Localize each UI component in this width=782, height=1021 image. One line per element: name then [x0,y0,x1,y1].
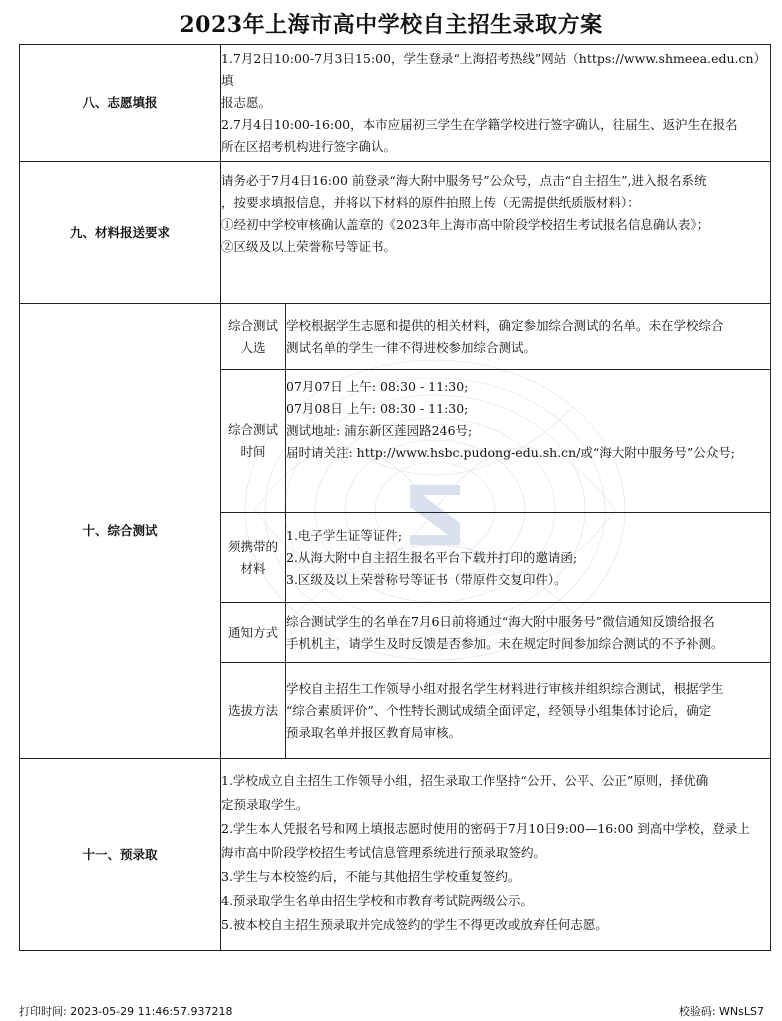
section-11-line: 海市高中阶段学校招生考试信息管理系统进行预录取签约。 [221,845,547,860]
subcontent-line: 07月07日 上午: 08:30 - 11:30; [286,379,469,394]
subcontent-line: 预录取名单并报区教育局审核。 [286,724,462,740]
section-9-label: 九、材料报送要求 [20,162,221,304]
section-11-label: 十一、预录取 [20,759,221,951]
subcontent-line: 测试名单的学生一律不得进校参加综合测试。 [286,339,537,355]
subcontent-line: “综合素质评价”、个性特长测试成绩全面评定，经领导小组集体讨论后，确定 [286,702,712,718]
section-11-line: 4.预录取学生名单由招生学校和市教育考试院两级公示。 [221,893,533,908]
section-10-subcontent [286,603,771,663]
section-10-subcontent [286,513,771,603]
section-10-subcontent [286,663,771,759]
verify-code: 校验码: WNsLS7 [678,1005,764,1018]
section-11-line: 2.学生本人凭报名号和网上填报志愿时使用的密码于7月10日9:00—16:00 到高中学校，登录上 [221,821,750,836]
section-8-content [221,45,771,162]
subcontent-line: 测试地址: 浦东新区莲园路246号; [286,423,473,438]
sublabel-line: 人选 [240,339,266,355]
section-10-subcontent [286,370,771,513]
section-9-row [20,162,771,304]
sublabel-line: 材料 [240,560,266,576]
section-10-sublabel [221,603,286,663]
section-10-sublabel [221,513,286,603]
document-title: 2023年上海市高中学校自主招生录取方案 [179,12,603,38]
subcontent-line: 1.电子学生证等证件; [286,527,403,543]
section-8-line: 报志愿。 [221,95,272,110]
subcontent-line: 3.区级及以上荣誉称号等证书（带原件交复印件）。 [286,571,567,587]
sublabel-line: 须携带的 [227,538,278,554]
section-8-line: 2.7月4日10:00-16:00，本市应届初三学生在学籍学校进行签字确认，往届生、返沪生在报名 [221,117,738,132]
section-10-label: 十、综合测试 [20,304,221,759]
subcontent-line: 手机机主，请学生及时反馈是否参加。未在规定时间参加综合测试的不予补测。 [286,635,724,651]
section-11-line: 5.被本校自主招生预录取并完成签约的学生不得更改或放弃任何志愿。 [221,917,608,932]
section-8-line: 所在区招考机构进行签字确认。 [221,139,397,154]
print-time: 打印时间: 2023-05-29 11:46:57.937218 [19,1005,233,1018]
subcontent-line: 07月08日 上午: 08:30 - 11:30; [286,401,469,416]
section-8-label: 八、志愿填报 [20,45,221,162]
sublabel-line: 通知方式 [227,624,278,640]
subcontent-line: 综合测试学生的名单在7月6日前将通过“海大附中服务号”微信通知反馈给报名 [286,613,715,629]
sublabel-line: 选拔方法 [227,702,278,718]
section-11-line: 3.学生与本校签约后，不能与其他招生学校重复签约。 [221,869,521,884]
section-9-content [221,162,771,304]
section-9-line: ，按要求填报信息，并将以下材料的原件拍照上传（无需提供纸质版材料）： [221,195,640,210]
section-11-line: 定预录取学生。 [221,797,309,812]
admission-plan-table [19,44,771,951]
section-8-row [20,45,771,162]
section-10-sublabel [221,663,286,759]
section-11-content [221,759,771,951]
sublabel-line: 综合测试 [227,422,278,437]
sublabel-line: 综合测试 [227,317,278,333]
subcontent-line: 学校自主招生工作领导小组对报名学生材料进行审核并组织综合测试，根据学生 [286,680,724,696]
section-9-line: ①经初中学校审核确认盖章的《2023年上海市高中阶段学校招生考试报名信息确认表》； [221,217,710,232]
section-11-line: 1.学校成立自主招生工作领导小组，招生录取工作坚持“公开、公平、公正”原则，择优确 [221,773,709,788]
section-10-subcontent [286,304,771,370]
subcontent-line: 2.从海大附中自主招生报名平台下载并打印的邀请函; [286,549,578,565]
section-9-line: ②区级及以上荣誉称号等证书。 [221,239,397,254]
section-11-row [20,759,771,951]
section-9-line: 请务必于7月4日16:00 前登录“海大附中服务号”公众号，点击“自主招生”,进入报名系统 [221,173,707,188]
section-8-line: 1.7月2日10:00-7月3日15:00，学生登录“上海招考热线”网站（https://www.shmeea.edu.cn）填 [221,51,767,88]
subcontent-line: 学校根据学生志愿和提供的相关材料，确定参加综合测试的名单。未在学校综合 [286,317,724,333]
section-10-sublabel [221,304,286,370]
section-10-row-candidates [20,304,771,370]
section-10-sublabel [221,370,286,513]
sublabel-line: 时间 [240,444,266,459]
subcontent-line: 届时请关注: http://www.hsbc.pudong-edu.sh.cn/或“海大附中服务号”公众号; [286,445,735,460]
